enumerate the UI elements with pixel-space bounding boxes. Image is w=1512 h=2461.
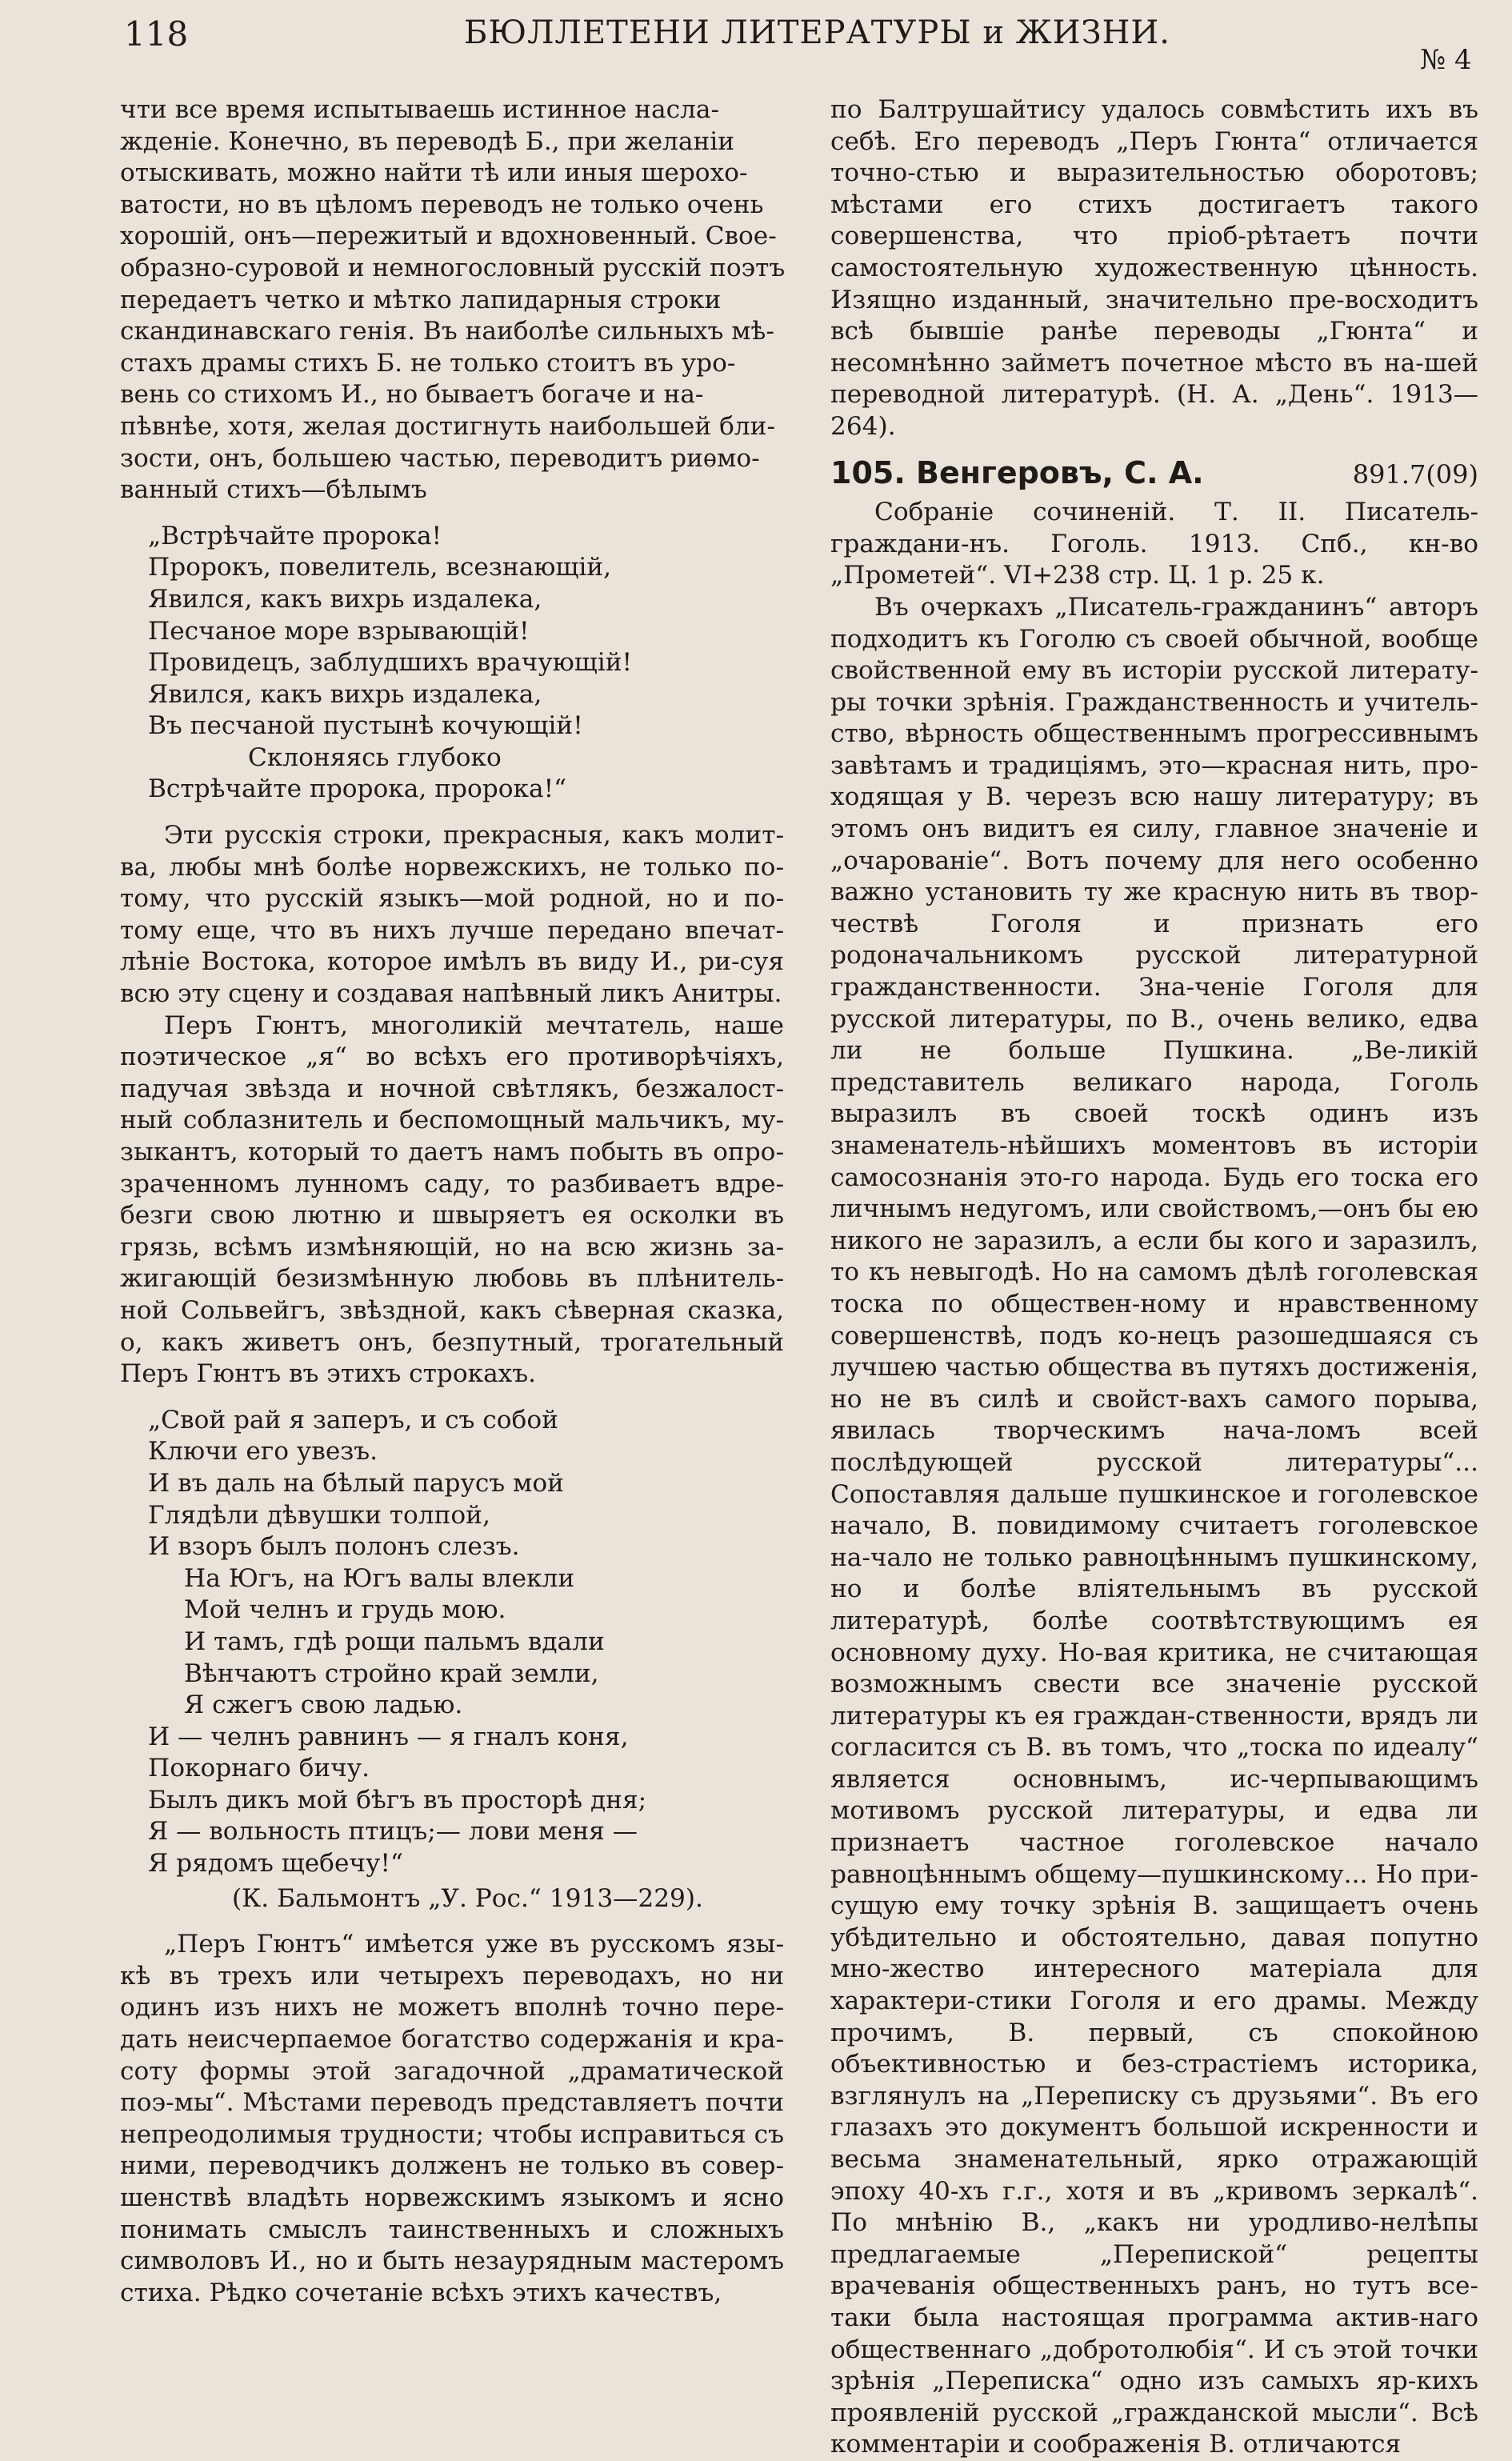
poem-line: „Свой рай я заперъ, и съ собой	[148, 1405, 558, 1435]
text-line: жденіе. Конечно, въ переводѣ Б., при желаніи	[120, 126, 735, 156]
poem-line: И тамъ, гдѣ рощи пальмъ вдали	[184, 1627, 605, 1656]
text-line: пѣвнѣе, хотя, желая достигнуть наибольшей бли-	[120, 411, 775, 441]
poem-line: И въ даль на бѣлый парусъ мой	[148, 1468, 564, 1498]
right-paragraph-1: по Балтрушайтису удалось совмѣстить ихъ въ себѣ. Его переводъ „Перъ Гюнта“ отличается точно-стью и выразительностью оборотовъ; мѣстами его стихъ достигаетъ такого совершенства, что пріоб-рѣтаетъ почти самостоятельную художественную цѣнность. Изящно изданный, значительно пре-восходитъ всѣ бывшіе ранѣе переводы „Гюнта“ и несомнѣнно займетъ почетное мѣсто въ на-шей переводной литературѣ. (Н. А. „День“. 1913—264).	[830, 95, 1478, 441]
poem-line: Песчаное море взрывающій!	[148, 616, 530, 646]
poem-line: Ключи его увезъ.	[148, 1437, 378, 1467]
poem-line: Явился, какъ вихрь издалека,	[148, 679, 542, 709]
left-paragraph-2: Эти русскія строки, прекрасныя, какъ молит-ва, любы мнѣ болѣе норвежскихъ, не только по-тому, что русскій языкъ—мой родной, но и по-тому еще, что въ нихъ лучше передано впечат-лѣніе Востока, которое имѣлъ въ виду И., ри-суя всю эту сцену и создавая напѣвный ликъ Анитры.	[120, 821, 784, 1009]
text-line: образно-суровой и немногословный русскій поэтъ	[120, 253, 786, 282]
poem-line: Я сжегъ свою ладью.	[184, 1691, 463, 1720]
text-line: передаетъ четко и мѣтко лапидарныя строки	[120, 285, 722, 314]
poem-line: Встрѣчайте пророка, пророка!“	[148, 774, 567, 804]
poem-line: Мой челнъ и грудь мою.	[184, 1595, 506, 1625]
text-line: ватости, но въ цѣломъ переводъ не только очень	[120, 190, 764, 219]
left-column	[120, 94, 784, 2309]
poem-line: Склоняясь глубоко	[248, 742, 502, 772]
poem-prophet	[120, 521, 784, 806]
left-paragraph-3: Перъ Гюнтъ, многоликій мечтатель, наше поэтическое „я“ во всѣхъ его противорѣчіяхъ, падучая звѣзда и ночной свѣтлякъ, безжалост-ный соблазнитель и беспомощный мальчикъ, му-зыкантъ, который то даетъ намъ побыть въ опро-зраченномъ лунномъ саду, то разбиваетъ вдре-безги свою лютню и швыряетъ ея осколки въ грязь, всѣмъ измѣняющій, но на всю жизнь за-жигающій безизмѣнную любовь въ плѣнитель-ной Сольвейгъ, звѣздной, какъ сѣверная сказка, о, какъ живетъ онъ, безпутный, трогательный Перъ Гюнтъ въ этихъ строкахъ.	[120, 1010, 784, 1389]
poem-line: Я — вольность птицъ;— лови меня —	[148, 1817, 638, 1847]
text-line: зости, онъ, большею частью, переводитъ риѳмо-	[120, 443, 760, 473]
entry-classification: 891.7(09)	[1352, 458, 1478, 490]
text-line: стахъ драмы стихъ Б. не только стоитъ въ уро-	[120, 348, 736, 378]
right-paragraph-2: Въ очеркахъ „Писатель-гражданинъ“ авторъ подходитъ къ Гоголю съ своей обычной, вообще свойственной ему въ исторіи русской литерату-ры точки зрѣнія. Гражданственность и учитель-ство, вѣрность общественнымъ прогрессивнымъ завѣтамъ и традиціямъ, это—красная нить, про-ходящая у В. черезъ всю нашу литературу; въ этомъ онъ видитъ ея силу, главное значеніе и „очарованіе“. Вотъ почему для него особенно важно установить ту же красную нить въ твор-чествѣ Гоголя и признать его родоначальникомъ русской литературной гражданственности. Зна-ченіе Гоголя для русской литературы, по В., очень велико, едва ли не больше Пушкина. „Ве-ликій представитель великаго народа, Гоголь выразилъ въ своей тоскѣ одинъ изъ знаменатель-нѣйшихъ моментовъ въ исторіи самосознанія это-го народа. Будь его тоска его личнымъ недугомъ, или свойствомъ,—онъ бы ею никого не заразилъ, а если бы кого и заразилъ, то къ невыгодѣ. Но на самомъ дѣлѣ гоголевская тоска по обществен-ному и нравственному совершенствѣ, подъ ко-нецъ разошедшаяся съ лучшею частью общества въ путяхъ достиженія, но не въ силѣ и свойст-вахъ самого порыва, явилась творческимъ нача-ломъ всей послѣдующей русской литературы“... Сопоставляя дальше пушкинское и гоголевское начало, В. повидимому считаетъ гоголевское на-чало не только равноцѣннымъ пушкинскому, но и болѣе вліятельнымъ въ русской литературѣ, болѣе соотвѣтствующимъ ея основному духу. Но-вая критика, не считающая возможнымъ свести все значеніе русской литературы къ ея граждан-ственности, врядъ ли согласится съ В. въ томъ, что „тоска по идеалу“ является основнымъ, ис-черпывающимъ мотивомъ русской литературы, и едва ли признаетъ частное гоголевское начало равноцѣннымъ общему—пушкинскому... Но при-сущую ему точку зрѣнія В. защищаетъ очень убѣдительно и обстоятельно, давая попутно мно-жество интересного матеріала для характери-стики Гоголя и его драмы. Между прочимъ, В. первый, съ спокойною объективностью и без-страстіемъ историка, взглянулъ на „Переписку съ друзьями“. Въ его глазахъ это документъ большой искренности и весьма знаменательный, ярко отражающій эпоху 40-хъ г.г., хотя и въ „кривомъ зеркалѣ“. По мнѣнію В., „какъ ни уродливо-нелѣпы предлагаемые „Перепиской“ рецепты врачеванія общественныхъ ранъ, но тутъ все-таки была настоящая программа актив-наго общественнаго „добротолюбія“. И съ этой точки зрѣнія „Переписка“ одно изъ самыхъ яр-кихъ проявленій русской „гражданской мысли“. Всѣ комментаріи и соображенія В. отличаются	[830, 592, 1478, 2459]
left-paragraph-1	[120, 94, 784, 506]
issue-number: № 4	[1420, 44, 1472, 76]
text-line: чти все время испытываешь истинное насла-	[120, 95, 720, 124]
citation: (К. Бальмонтъ „У. Рос.“ 1913—229).	[232, 1883, 703, 1913]
left-paragraph-4: „Перъ Гюнтъ“ имѣется уже въ русскомъ язы-кѣ въ трехъ или четырехъ переводахъ, но ни одинъ изъ нихъ не можетъ вполнѣ точно пере-дать неисчерпаемое богатство содержанія и кра-соту формы этой загадочной „драматической поэ-мы“. Мѣстами переводъ представляетъ почти непреодолимыя трудности; чтобы исправиться съ ними, переводчикъ долженъ не только въ совер-шенствѣ владѣть норвежскимъ языкомъ и ясно понимать смыслъ таинственныхъ и сложныхъ символовъ И., но и быть незаурядным мастеромъ стиха. Рѣдко сочетаніе всѣхъ этихъ качествъ,	[120, 1930, 784, 2307]
poem-line: И — челнъ равнинъ — я гналъ коня,	[148, 1722, 629, 1751]
poem-line: Покорнаго бичу.	[148, 1754, 370, 1783]
entry-bibliographic: Собраніе сочиненій. Т. II. Писатель-граждани-нъ. Гоголь. 1913. Спб., кн-во „Прометей“. VI+238 стр. Ц. 1 р. 25 к.	[830, 498, 1478, 590]
poem-line: Пророкъ, повелитель, всезнающій,	[148, 553, 612, 582]
poem-line: Въ песчаной пустынѣ кочующій!	[148, 711, 583, 741]
poem-line: Явился, какъ вихрь издалека,	[148, 584, 542, 614]
poem-line: И взоръ былъ полонъ слезъ.	[148, 1532, 520, 1562]
text-line: ванный стихъ—бѣлымъ	[120, 475, 427, 505]
page-number: 118	[124, 14, 189, 54]
poem-line: Провидецъ, заблудшихъ врачующій!	[148, 648, 633, 678]
text-line: отыскивать, можно найти тѣ или иныя шерохо-	[120, 158, 748, 188]
poem-line: Я рядомъ щебечу!“	[148, 1849, 403, 1879]
right-column	[830, 94, 1478, 2461]
entry-heading	[830, 454, 1478, 491]
poem-line: Вѣнчаютъ стройно край земли,	[184, 1659, 599, 1688]
running-head: БЮЛЛЕТЕНИ ЛИТЕРАТУРЫ и ЖИЗНИ.	[464, 14, 1170, 51]
poem-balmont	[120, 1405, 784, 1915]
text-line: скандинавскаго генія. Въ наиболѣе сильныхъ мѣ-	[120, 317, 774, 346]
poem-line: „Встрѣчайте пророка!	[148, 521, 442, 550]
entry-author: 105. Венгеровъ, С. А.	[830, 454, 1204, 490]
poem-line: Глядѣли дѣвушки толпой,	[148, 1500, 490, 1530]
poem-line: На Югъ, на Югъ валы влекли	[184, 1563, 575, 1593]
poem-line: Былъ дикъ мой бѣгъ въ просторѣ дня;	[148, 1785, 647, 1815]
text-line: хорошій, онъ—пережитый и вдохновенный. Свое-	[120, 222, 777, 251]
text-line: вень со стихомъ И., но бываетъ богаче и на-	[120, 380, 704, 410]
